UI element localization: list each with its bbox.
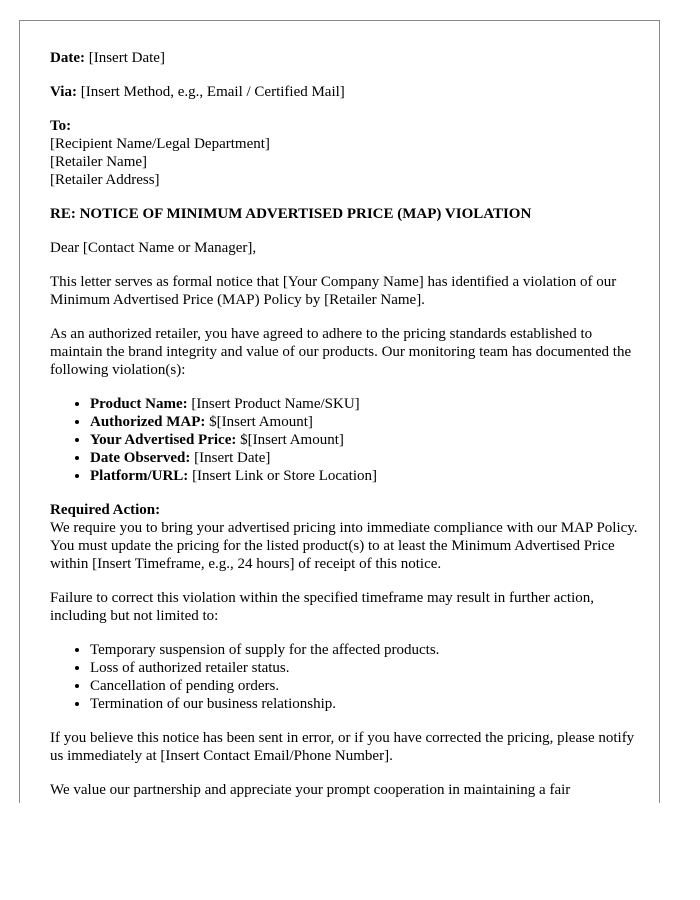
date-line [50, 49, 640, 67]
violation-label: Product Name: [90, 396, 188, 412]
date-label: Date: [50, 50, 85, 66]
authorized-paragraph: As an authorized retailer, you have agreed to adhere to the pricing standards established to maintain the brand integrity and value of our products. Our monitoring team has documented the following violation(s): [50, 326, 632, 378]
salutation: Dear [Contact Name or Manager], [50, 240, 257, 256]
recipient-name: [Recipient Name/Legal Department] [50, 136, 270, 152]
violation-item-product [90, 395, 640, 413]
subject-text: RE: NOTICE OF MINIMUM ADVERTISED PRICE (MAP) VIOLATION [50, 206, 532, 222]
violation-label: Platform/URL: [90, 468, 189, 484]
consequence-list [50, 641, 640, 713]
letter-content [50, 49, 640, 803]
error-paragraph: If you believe this notice has been sent in error, or if you have corrected the pricing, please notify us immediately at [Insert Contact Email/Phone Number]. [50, 730, 635, 764]
violation-value: [Insert Date] [190, 450, 271, 466]
required-action-heading: Required Action: [50, 502, 161, 518]
retailer-name: [Retailer Name] [50, 154, 148, 170]
via-value: [Insert Method, e.g., Email / Certified Mail] [76, 84, 345, 100]
consequence-item: • Temporary suspension of supply for the affected products. [90, 641, 640, 659]
intro-paragraph: This letter serves as formal notice that [Your Company Name] has identified a violation of our Minimum Advertised Price (MAP) Policy by [Retailer Name]. [50, 274, 617, 308]
consequence-item: • Loss of authorized retailer status. [90, 659, 640, 677]
required-action-block [50, 501, 640, 573]
violation-label: Your Advertised Price: [90, 432, 237, 448]
violation-value: $[Insert Amount] [236, 432, 344, 448]
consequence-item: • Cancellation of pending orders. [90, 677, 640, 695]
via-line [50, 83, 640, 101]
consequence-item: • Termination of our business relationship. [90, 695, 640, 713]
failure-paragraph: Failure to correct this violation within the specified timeframe may result in further action, including but not limited to: [50, 590, 594, 624]
via-label: Via: [50, 84, 77, 100]
closing-paragraph: We value our partnership and appreciate your prompt cooperation in maintaining a fair [50, 782, 571, 798]
violation-value: $[Insert Amount] [205, 414, 313, 430]
violation-item-date-observed [90, 449, 640, 467]
retailer-address: [Retailer Address] [50, 172, 160, 188]
date-value: [Insert Date] [84, 50, 165, 66]
violation-item-platform [90, 467, 640, 485]
violation-item-map [90, 413, 640, 431]
subject-line [50, 205, 640, 223]
violation-label: Authorized MAP: [90, 414, 206, 430]
to-label: To: [50, 118, 72, 134]
violation-value: [Insert Link or Store Location] [188, 468, 378, 484]
violation-label: Date Observed: [90, 450, 191, 466]
letter-page [19, 20, 660, 803]
violation-list [50, 395, 640, 485]
violation-value: [Insert Product Name/SKU] [187, 396, 360, 412]
required-action-text: We require you to bring your advertised pricing into immediate compliance with our MAP Policy. You must update the pricing for the listed product(s) to at least the Minimum Advertised Price within [Insert Timeframe, e.g., 24 hours] of receipt of this notice. [50, 520, 638, 572]
violation-item-advertised-price [90, 431, 640, 449]
recipient-block [50, 117, 640, 189]
